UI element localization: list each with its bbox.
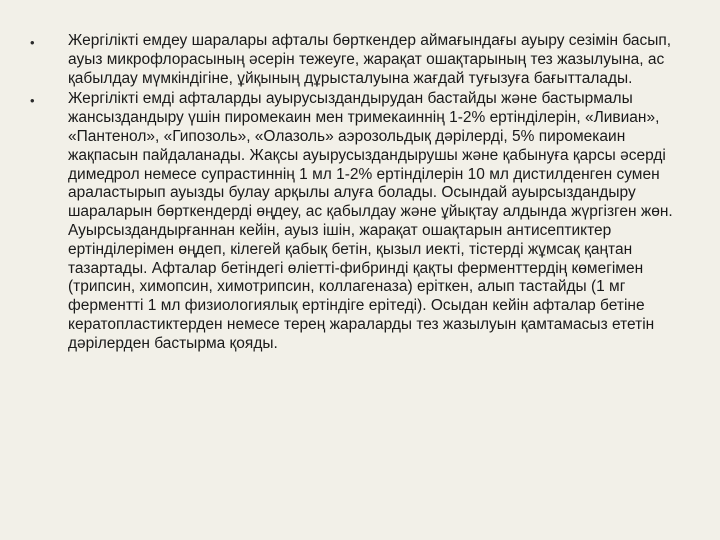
list-item xyxy=(30,32,690,88)
paragraph-text: Жергілікті емді афталарды ауырусыздандырудан бастайды және бастырмалы жансыздандыру үшін пиромекаин мен тримекаиннің 1-2% ертінділерін, «Ливиан», «Пантенол», «Гипозоль», «Олазоль» аэрозольдық дәрілерді, 5% пиромекаин жақпасын пайдаланады. Жақсы ауырусыздандырушы және қабынуға қарсы әсерді димедрол немесе супрастиннің 1 мл 1-2% ертінділерін 10 мл дистилденген сумен араластырып ауызды булау арқылы алуға болады. Осындай ауырсыздандыру шараларын бөрткендерді өңдеу, ас қабылдау және ұйықтау алдында жүргізген жөн. Ауырсыздандырғаннан кейін, ауыз ішін, жарақат ошақтарын антисептиктер ертінділерімен өңдеп, кілегей қабық бетін, қызыл иекті, тістерді жұмсақ қаңтан тазартады. Афталар бетіндегі өліетті-фибринді қақты ферменттердің көмегімен (трипсин, химопсин, химотрипсин, коллагеназа) еріткен, алып тастайды (1 мг ферментті 1 мл физиологиялық ертіндіге ерітеді). Осыдан кейін афталар бетіне кератопластиктерден немесе терең жараларды тез жазылуын қамтамасыз ететін дәрілерден бастырма қояды. xyxy=(68,90,673,352)
paragraph-text: Жергілікті емдеу шаралары афталы бөрткендер аймағындағы ауыру сезімін басып, ауыз микрофлорасының әсерін тежеуге, жарақат ошақтарының тез жазылуына, ас қабылдау мүмкіндігіне, ұйқының дұрысталуына жағдай туғызуға бағытталады. xyxy=(68,32,672,87)
bullet-icon: • xyxy=(30,35,35,50)
bullet-icon: • xyxy=(30,93,35,109)
bullet-list xyxy=(30,32,690,356)
list-item xyxy=(30,90,690,353)
